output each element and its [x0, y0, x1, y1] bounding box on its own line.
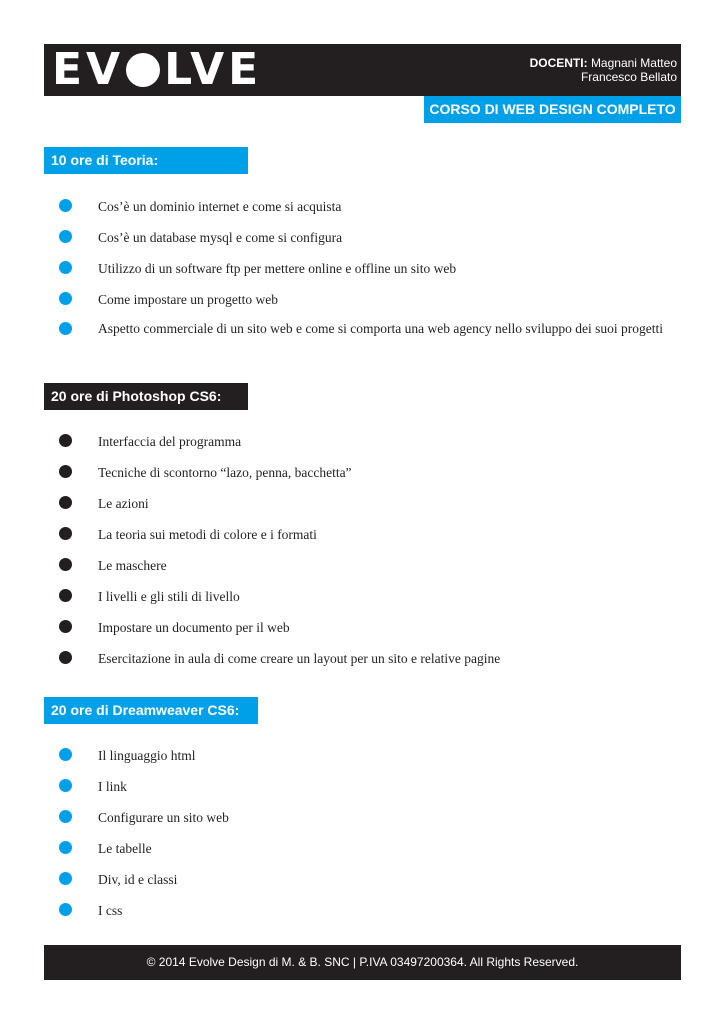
list-item-text: Le maschere [98, 558, 167, 573]
bullet-icon [59, 779, 72, 792]
bullet-icon [59, 292, 72, 305]
bullet-icon [59, 230, 72, 243]
list-item-text: Le azioni [98, 496, 149, 511]
list-item-text: Esercitazione in aula di come creare un layout per un sito e relative pagine [98, 651, 501, 666]
docenti-line-1 [530, 56, 677, 70]
evolve-logo [52, 44, 263, 95]
list-item-text: Come impostare un progetto web [98, 292, 278, 307]
bullet-icon [59, 748, 72, 761]
bullet-icon [59, 496, 72, 509]
page-footer [44, 945, 681, 980]
docenti-name-2: Francesco Bellato [580, 70, 677, 84]
section-title-photoshop: 20 ore di Photoshop CS6: [44, 383, 248, 410]
list-item-text: Interfaccia del programma [98, 434, 242, 449]
logo-part-ev: EV [52, 44, 125, 95]
bullet-icon [59, 261, 72, 274]
bullet-icon [59, 620, 72, 633]
page-header [44, 44, 681, 96]
bullet-icon [59, 589, 72, 602]
list-item-text: Utilizzo di un software ftp per mettere online e offline un sito web [98, 261, 457, 276]
bullet-icon [59, 199, 72, 212]
logo-circle-icon [126, 53, 160, 87]
list-item-text: La teoria sui metodi di colore e i formati [98, 527, 317, 542]
section-title-dreamweaver: 20 ore di Dreamweaver CS6: [44, 697, 258, 724]
list-item-text: Impostare un documento per il web [98, 620, 290, 635]
list-item-text: Div, id e classi [98, 872, 178, 887]
logo-part-lve: LVE [164, 44, 263, 95]
list-item-text: I css [98, 903, 123, 918]
docenti-label: DOCENTI: [529, 56, 588, 70]
bullet-icon [59, 527, 72, 540]
bullet-icon [59, 558, 72, 571]
copyright-text: © 2014 Evolve Design di M. & B. SNC | P.IVA 03497200364. All Rights Reserved. [146, 955, 579, 969]
bullet-icon [59, 465, 72, 478]
bullet-icon [59, 322, 72, 335]
bullet-icon [59, 651, 72, 664]
list-item-text: Configurare un sito web [98, 810, 229, 825]
list-item-text: Il linguaggio html [98, 748, 196, 763]
bullet-icon [59, 903, 72, 916]
list-item-text: Tecniche di scontorno “lazo, penna, bacchetta” [98, 465, 352, 480]
bullet-icon [59, 841, 72, 854]
section-title-teoria: 10 ore di Teoria: [44, 147, 248, 174]
list-item-text: Aspetto commerciale di un sito web e come si comporta una web agency nello sviluppo dei suoi progetti [98, 321, 663, 336]
list-item-text: I link [98, 779, 127, 794]
docenti-block [530, 56, 677, 84]
bullet-icon [59, 872, 72, 885]
docenti-name-1: Magnani Matteo [590, 56, 677, 70]
list-item-text: Cos’è un database mysql e come si configura [98, 230, 343, 245]
list-item-text: Cos’è un dominio internet e come si acquista [98, 199, 342, 214]
course-title: CORSO DI WEB DESIGN COMPLETO [424, 96, 681, 123]
bullet-icon [59, 434, 72, 447]
list-item-text: Le tabelle [98, 841, 152, 856]
bullet-icon [59, 810, 72, 823]
list-item-text: I livelli e gli stili di livello [98, 589, 240, 604]
